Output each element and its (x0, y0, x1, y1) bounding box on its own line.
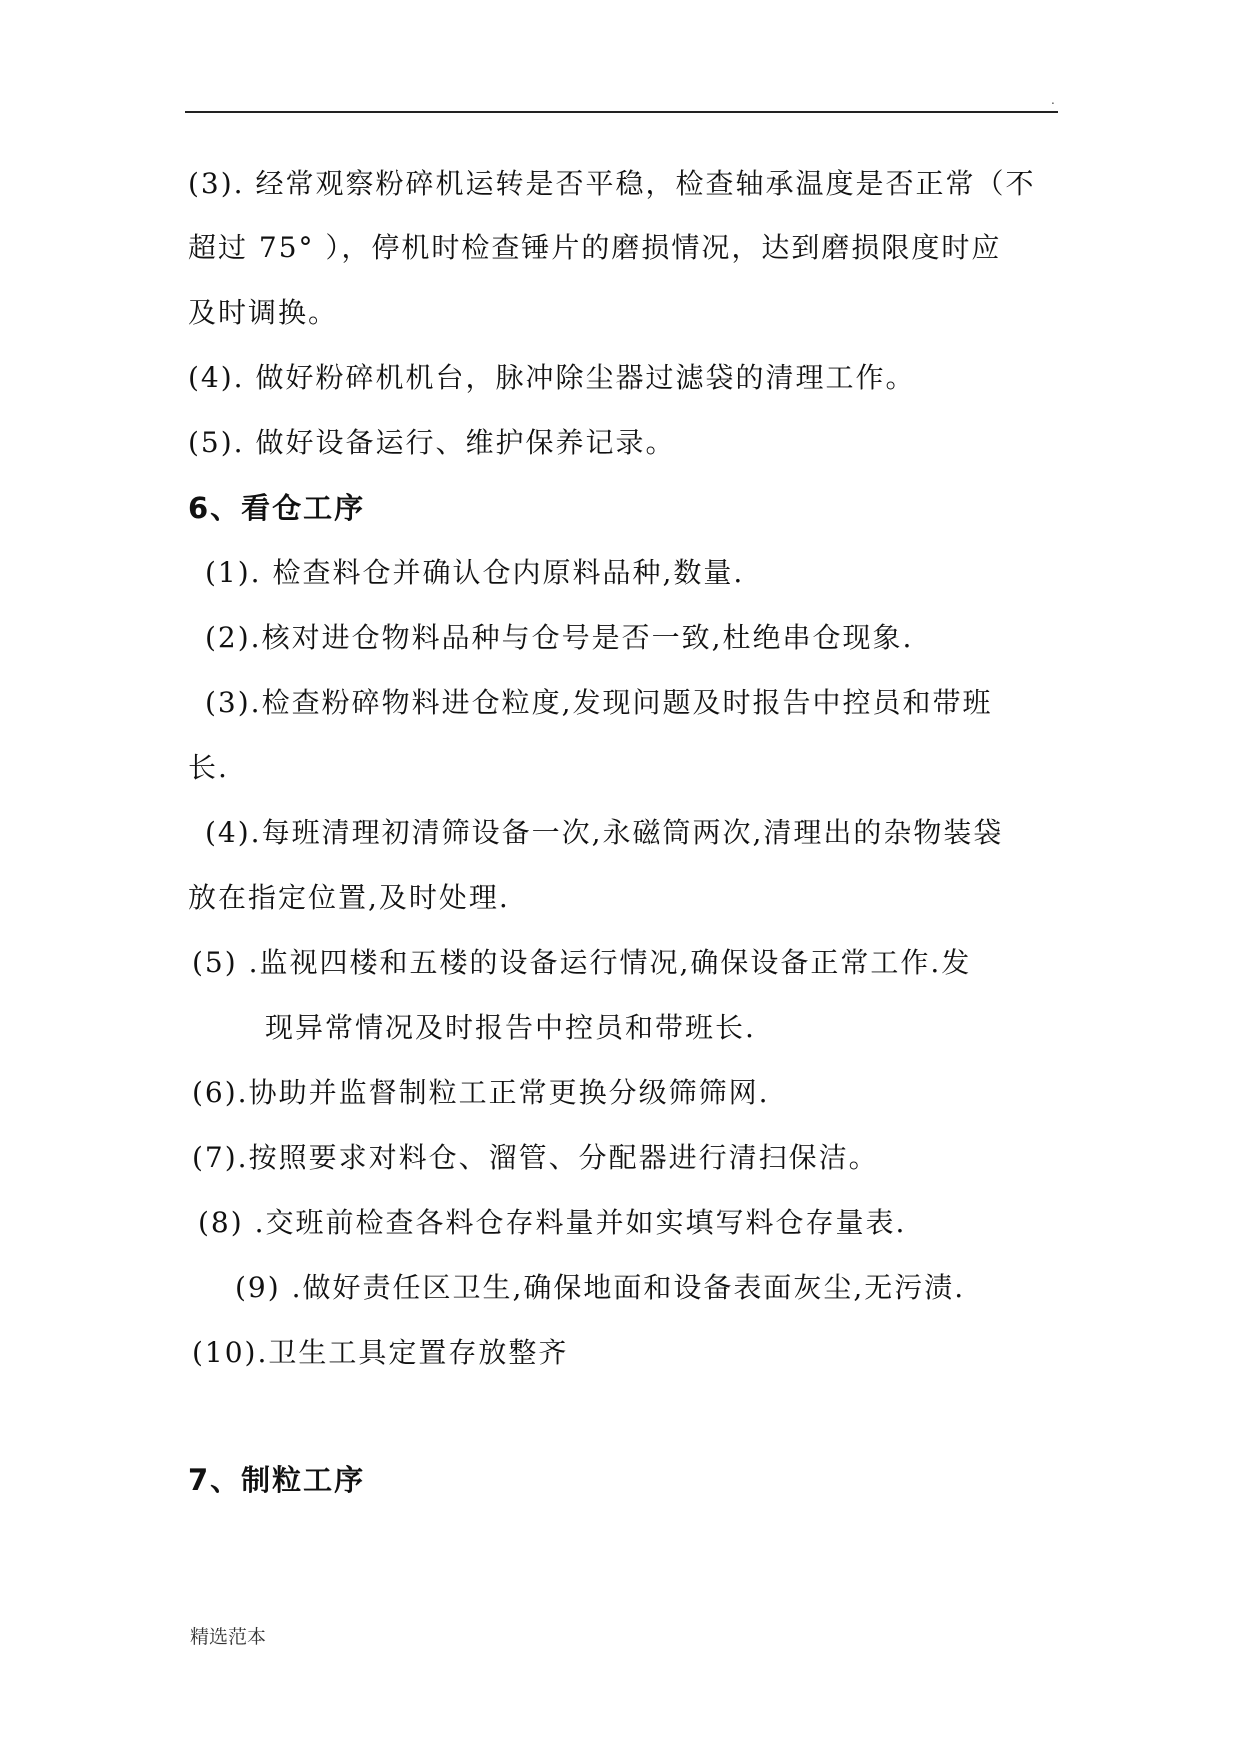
section7-heading: 7、制粒工序 (188, 1463, 366, 1497)
s6-item4-line1: (4).每班清理初清筛设备一次,永磁筒两次,清理出的杂物装袋 (205, 816, 1004, 849)
s6-item4-line2: 放在指定位置,及时处理. (188, 881, 510, 914)
s6-item3-line1: (3).检查粉碎物料进仓粒度,发现问题及时报告中控员和带班 (205, 686, 993, 719)
s6-item3-line2: 长. (188, 751, 229, 784)
header-dot: . (1051, 93, 1055, 107)
footer-text: 精选范本 (190, 1626, 267, 1648)
s6-item7: (7).按照要求对料仓、溜管、分配器进行清扫保洁。 (192, 1141, 879, 1174)
s6-item8: (8) .交班前检查各料仓存料量并如实填写料仓存量表. (198, 1206, 907, 1239)
section6-heading: 6、看仓工序 (188, 491, 366, 525)
s6-item6: (6).协助并监督制粒工正常更换分级筛筛网. (192, 1076, 770, 1109)
s5-item3-line3: 及时调换。 (188, 296, 339, 329)
s6-item2: (2).核对进仓物料品种与仓号是否一致,杜绝串仓现象. (205, 621, 914, 654)
s5-item4: (4). 做好粉碎机机台，脉冲除尘器过滤袋的清理工作。 (188, 361, 916, 394)
header-rule (185, 111, 1058, 113)
s5-item3-line2: 超过 75° ），停机时检查锤片的磨损情况，达到磨损限度时应 (188, 231, 1002, 264)
s6-item5-line2: 现异常情况及时报告中控员和带班长. (265, 1011, 756, 1044)
s6-item10: (10).卫生工具定置存放整齐 (192, 1336, 569, 1369)
s5-item5: (5). 做好设备运行、维护保养记录。 (188, 426, 676, 459)
s5-item3-line1: (3). 经常观察粉碎机运转是否平稳，检查轴承温度是否正常（不 (188, 167, 1036, 200)
s6-item1: (1). 检查料仓并确认仓内原料品种,数量. (205, 556, 745, 589)
s6-item9: (9) .做好责任区卫生,确保地面和设备表面灰尘,无污渍. (235, 1271, 966, 1304)
s6-item5-line1: (5) .监视四楼和五楼的设备运行情况,确保设备正常工作.发 (192, 946, 972, 979)
